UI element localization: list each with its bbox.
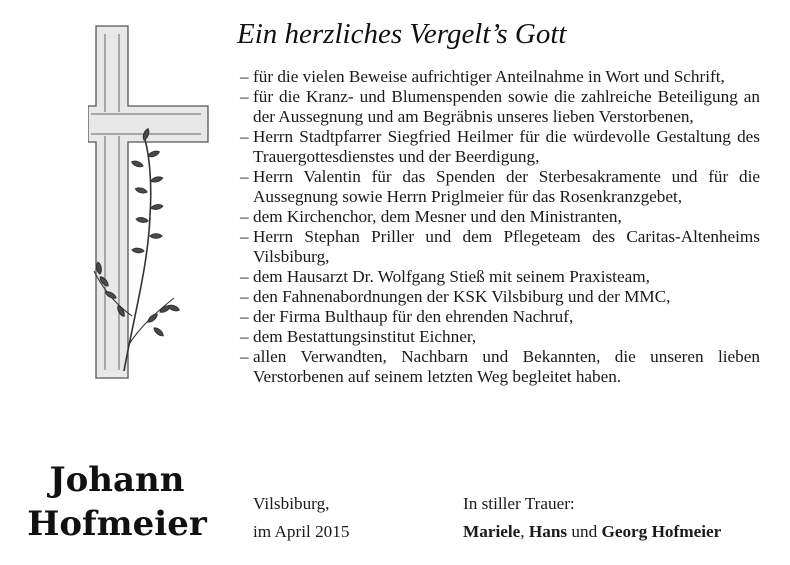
deceased-name <box>22 458 212 546</box>
page-title: Ein herzliches Vergelt’s Gott <box>237 18 567 50</box>
place: Vilsbiburg, <box>253 494 330 513</box>
thanks-list <box>240 67 760 387</box>
list-item: – für die vielen Beweise aufrichtiger Anteilnahme in Wort und Schrift, <box>240 67 760 87</box>
mourner-name: Mariele <box>463 522 521 541</box>
list-item: – Herrn Stadtpfarrer Siegfried Heilmer für die würdevolle Gestaltung des Trauergottesdienstes und der Beerdigung, <box>240 127 760 167</box>
date: im April 2015 <box>253 522 350 541</box>
list-item: – der Firma Bulthaup für den ehrenden Nachruf, <box>240 307 760 327</box>
cross-with-palm-branch-icon <box>88 16 218 386</box>
mourning-label: In stiller Trauer: <box>463 494 575 513</box>
list-item: – dem Hausarzt Dr. Wolfgang Stieß mit seinem Praxisteam, <box>240 267 760 287</box>
deceased-last-name: Hofmeier <box>27 504 207 544</box>
list-item: – den Fahnenabordnungen der KSK Vilsbiburg und der MMC, <box>240 287 760 307</box>
list-item: – dem Kirchenchor, dem Mesner und den Ministranten, <box>240 207 760 227</box>
mourners <box>463 522 721 542</box>
separator: , <box>520 522 529 541</box>
list-item: – Herrn Valentin für das Spenden der Sterbesakramente und für die Aussegnung sowie Herrn Priglmeier für das Rosenkranzgebet, <box>240 167 760 207</box>
separator: und <box>567 522 602 541</box>
mourner-name: Georg Hofmeier <box>601 522 722 541</box>
list-item: – für die Kranz- und Blumenspenden sowie die zahlreiche Beteiligung an der Aussegnung und am Begräbnis unseres lieben Verstorbenen, <box>240 87 760 127</box>
list-item: – dem Bestattungsinstitut Eichner, <box>240 327 760 347</box>
list-item: – allen Verwandten, Nachbarn und Bekannten, die unseren lieben Verstorbenen auf seinem letzten Weg begleitet haben. <box>240 347 760 387</box>
mourner-name: Hans <box>528 522 568 541</box>
list-item: – Herrn Stephan Priller und dem Pflegeteam des Caritas-Altenheims Vilsbiburg, <box>240 227 760 267</box>
cross-shape <box>88 26 208 378</box>
deceased-first-name: Johann <box>49 460 185 500</box>
